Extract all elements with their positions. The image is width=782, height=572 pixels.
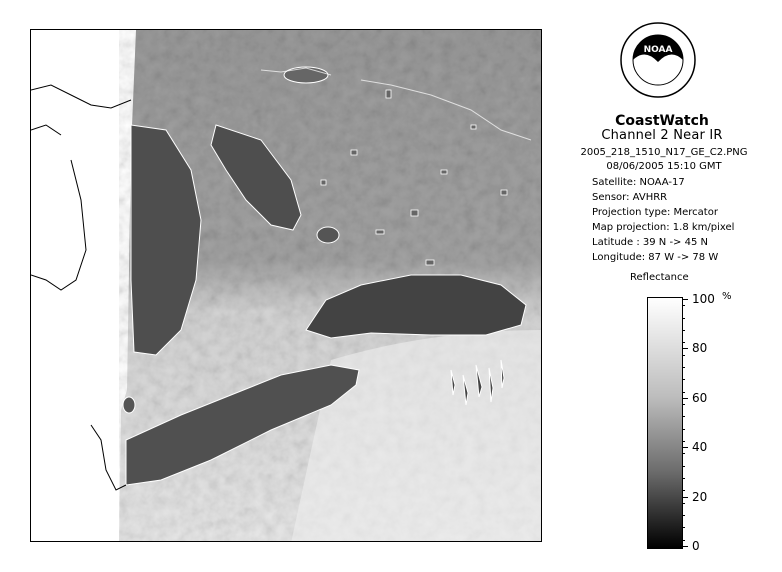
legend-unit: %	[722, 291, 732, 302]
near-ir-reflectance-map	[31, 30, 542, 542]
colorbar-tick-label: 80	[692, 341, 708, 356]
colorbar-tick-mark	[682, 447, 688, 448]
noaa-logo-text: NOAA	[643, 45, 673, 55]
colorbar-minor-tick	[682, 330, 685, 331]
colorbar-tick-label: 40	[692, 440, 708, 455]
colorbar-tick-label: 100	[692, 292, 715, 306]
colorbar-minor-tick	[682, 466, 685, 467]
datetime: 08/06/2005 15:10 GMT	[606, 161, 722, 172]
colorbar-minor-tick	[682, 453, 685, 454]
latitude-range: Latitude : 39 N -> 45 N	[592, 237, 708, 248]
colorbar-minor-tick	[682, 318, 685, 319]
colorbar-tick-mark	[682, 398, 688, 399]
colorbar-minor-tick	[682, 503, 685, 504]
lake-small-1	[317, 227, 339, 243]
colorbar-minor-tick	[682, 392, 685, 393]
colorbar-minor-tick	[682, 540, 685, 541]
longitude-range: Longitude: 87 W -> 78 W	[592, 252, 719, 263]
colorbar-tick-label: 60	[692, 390, 708, 405]
colorbar-minor-tick	[682, 490, 685, 491]
app-title: CoastWatch	[615, 113, 709, 129]
lake-small-3	[123, 397, 135, 413]
colorbar-tick-label: 0	[692, 539, 700, 553]
colorbar-tick-label: 20	[692, 489, 708, 504]
colorbar-minor-tick	[682, 527, 685, 528]
colorbar-minor-tick	[682, 367, 685, 368]
colorbar-minor-tick	[682, 342, 685, 343]
noaa-logo	[619, 18, 697, 108]
colorbar-minor-tick	[682, 355, 685, 356]
map-projection: Map projection: 1.8 km/pixel	[592, 222, 735, 233]
colorbar-minor-tick	[682, 515, 685, 516]
colorbar-tick-mark	[682, 348, 688, 349]
colorbar-tick-mark	[682, 497, 688, 498]
filename: 2005_218_1510_N17_GE_C2.PNG	[580, 147, 748, 158]
satellite-info: Satellite: NOAA-17	[592, 177, 685, 188]
colorbar-minor-tick	[682, 441, 685, 442]
legend-title: Reflectance	[630, 272, 689, 283]
lake-small-2	[284, 67, 328, 83]
projection-type: Projection type: Mercator	[592, 207, 718, 218]
colorbar-minor-tick	[682, 416, 685, 417]
satellite-image	[30, 29, 542, 542]
channel-title: Channel 2 Near IR	[601, 128, 723, 143]
colorbar-minor-tick	[682, 429, 685, 430]
colorbar-minor-tick	[682, 305, 685, 306]
colorbar-minor-tick	[682, 478, 685, 479]
colorbar-tick-mark	[682, 299, 688, 300]
colorbar-minor-tick	[682, 404, 685, 405]
colorbar-tick-mark	[682, 546, 688, 547]
reflectance-colorbar	[647, 297, 683, 549]
sensor-info: Sensor: AVHRR	[592, 192, 668, 203]
colorbar-minor-tick	[682, 379, 685, 380]
